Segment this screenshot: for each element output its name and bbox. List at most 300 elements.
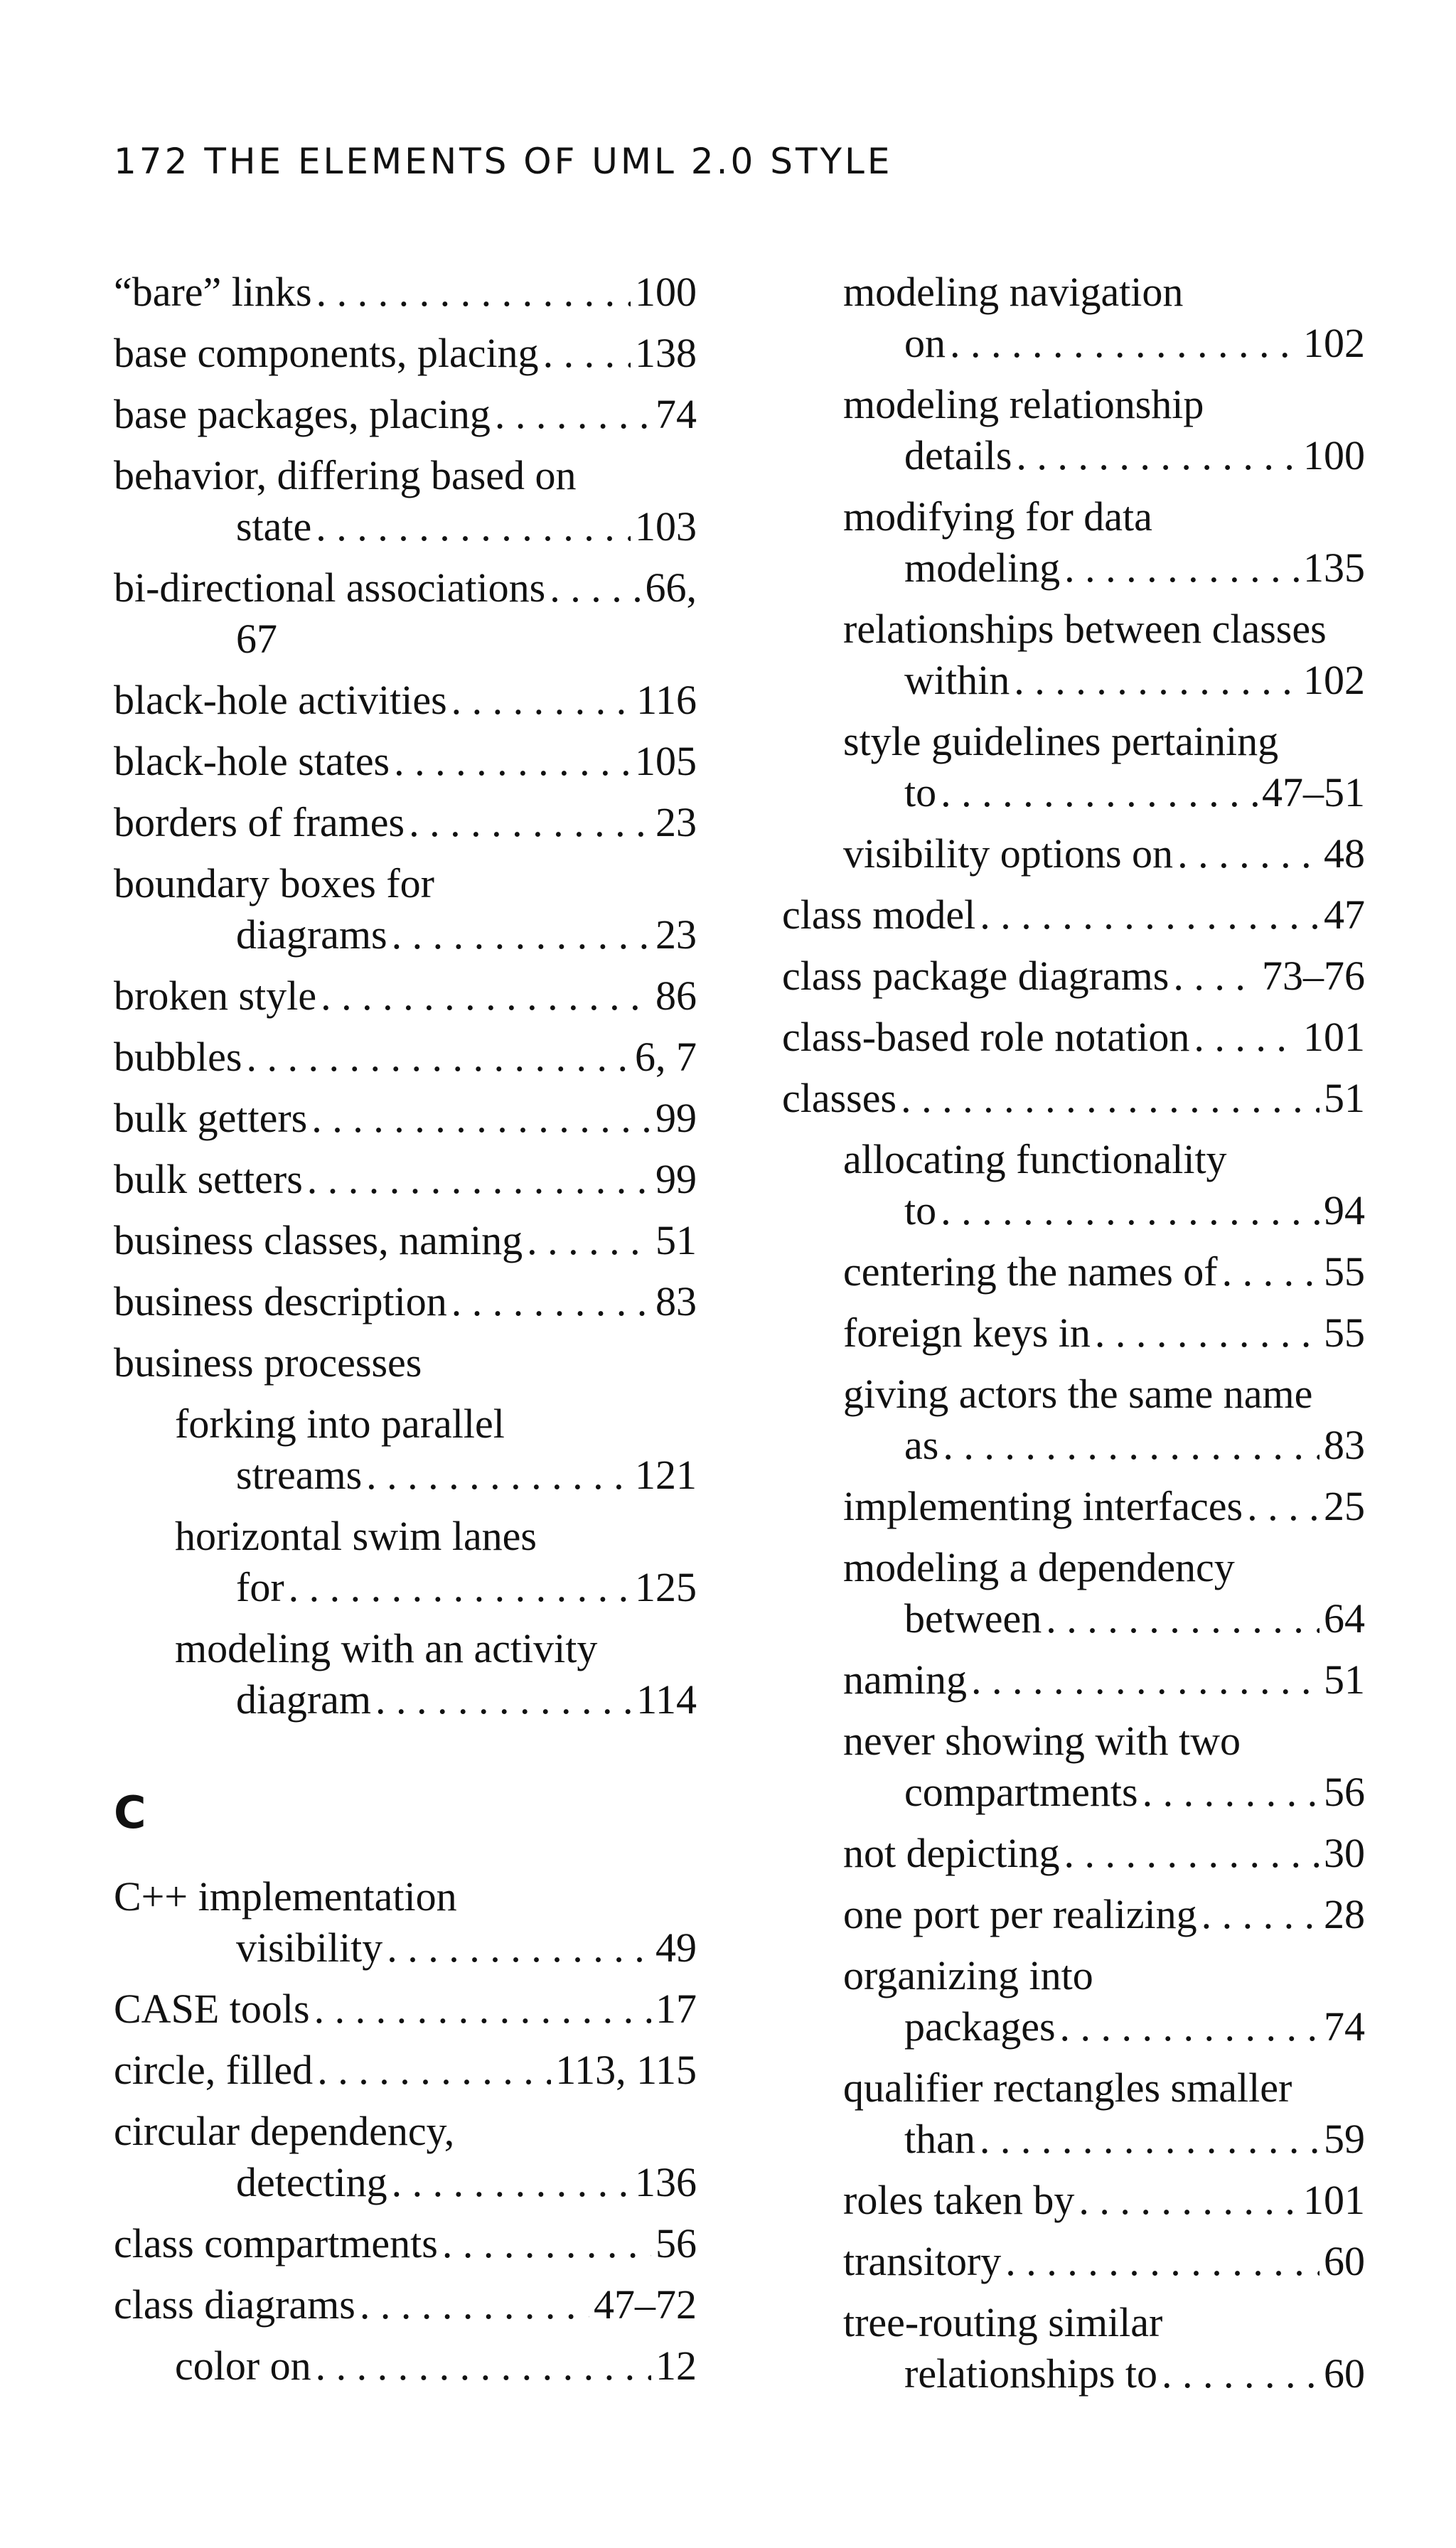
index-entry: [114, 2106, 697, 2208]
entry-line: [114, 1984, 697, 2035]
index-column-right: [782, 267, 1365, 2409]
dot-leader: [543, 328, 631, 379]
entry-term: circular dependency,: [114, 2108, 455, 2154]
entry-term: business classes, naming: [114, 1217, 523, 1263]
page-number: 100: [635, 269, 697, 315]
entry-term: naming: [843, 1656, 967, 1703]
entry-term: relationships between classes: [843, 606, 1327, 652]
entry-line: [114, 2045, 697, 2096]
entry-line-continued: [175, 1450, 697, 1501]
entry-line: [843, 491, 1365, 542]
page-number: 60: [1324, 2238, 1365, 2284]
page-number: 74: [655, 391, 697, 437]
dot-leader: [451, 1276, 651, 1327]
entry-term: classes: [782, 1075, 897, 1121]
dot-leader: [360, 2279, 589, 2330]
entry-line: [843, 2236, 1365, 2287]
entry-term: class package diagrams: [782, 953, 1169, 999]
dot-leader: [1064, 1828, 1320, 1879]
entry-term: visibility options on: [843, 830, 1174, 877]
dot-leader: [289, 1562, 631, 1613]
page-number: 17: [655, 1986, 697, 2032]
page-number: 86: [655, 973, 697, 1019]
entry-term: bi-directional associations: [114, 564, 546, 611]
dot-leader: [316, 501, 631, 552]
entry-term: foreign keys in: [843, 1310, 1091, 1356]
entry-term: “bare” links: [114, 269, 312, 315]
dot-leader: [1142, 1767, 1320, 1818]
index-entry: [782, 889, 1365, 941]
page-number: 51: [1324, 1075, 1365, 1121]
page-number: 100: [1303, 432, 1365, 478]
dot-leader: [980, 2114, 1320, 2165]
entry-line: [843, 716, 1365, 767]
page-number: 25: [1324, 1483, 1365, 1529]
entry-line: [114, 1871, 697, 1922]
index-entry: [114, 1623, 697, 1725]
entry-term: color on: [175, 2343, 311, 2389]
page-number: 113, 115: [555, 2047, 697, 2093]
index-entry: [782, 716, 1365, 818]
page-number: 73–76: [1262, 953, 1365, 999]
index-entry: [114, 2279, 697, 2330]
entry-line: [843, 1828, 1365, 1879]
page-number: 103: [635, 503, 697, 550]
entry-line: [175, 1511, 697, 1562]
entry-term-continued: details: [904, 432, 1012, 478]
index-entry: [782, 1828, 1365, 1879]
entry-line-continued: [843, 318, 1365, 369]
entry-line: [843, 1889, 1365, 1940]
entry-term: style guidelines pertaining: [843, 718, 1279, 764]
index-entry: [114, 1871, 697, 1974]
entry-term-continued: streams: [236, 1452, 363, 1498]
entry-term: modeling relationship: [843, 381, 1204, 427]
entry-line: [782, 1073, 1365, 1124]
index-entry: [782, 1307, 1365, 1359]
entry-line: [782, 889, 1365, 941]
dot-leader: [316, 267, 631, 318]
entry-line-continued: [114, 1922, 697, 1974]
index-entry: [782, 1012, 1365, 1063]
entry-term: boundary boxes for: [114, 860, 435, 906]
index-column-left: [114, 267, 697, 2402]
entry-line: [114, 450, 697, 501]
entry-term: modeling with an activity: [175, 1625, 598, 1671]
index-entry: [782, 1073, 1365, 1124]
index-entry: [782, 1715, 1365, 1818]
dot-leader: [392, 2157, 631, 2208]
entry-line: [843, 1950, 1365, 2001]
page-number: 101: [1303, 1014, 1365, 1060]
entry-term: circle, filled: [114, 2047, 314, 2093]
entry-term: bulk getters: [114, 1095, 308, 1141]
entry-line-continued: [114, 2157, 697, 2208]
entry-line-continued: [843, 767, 1365, 818]
entry-term: horizontal swim lanes: [175, 1513, 537, 1559]
entry-line: [114, 1215, 697, 1266]
entries-business-processes-sub: [114, 1398, 697, 1725]
index-entry: [114, 389, 697, 440]
page-number: 135: [1303, 545, 1365, 591]
dot-leader: [442, 2218, 651, 2269]
entry-line-continued: [843, 542, 1365, 594]
entry-term-continued: to: [904, 1187, 937, 1233]
page-number: 102: [1303, 320, 1365, 366]
entry-line-continued: [843, 2348, 1365, 2399]
entry-line: [114, 970, 697, 1022]
entry-line: [114, 562, 697, 614]
entry-term: bulk setters: [114, 1156, 303, 1202]
page-number: 56: [1324, 1769, 1365, 1815]
index-entry: [114, 675, 697, 726]
entry-line: [175, 1398, 697, 1450]
dot-leader: [321, 970, 651, 1022]
entries-class-diagrams-sub: [114, 2340, 697, 2392]
entry-line: [114, 2279, 697, 2330]
page-number: 114: [636, 1676, 697, 1723]
entries-class-diagrams-sub-cont: [782, 267, 1365, 879]
page-number: 49: [655, 1925, 697, 1971]
index-entry: [782, 2062, 1365, 2165]
entry-line: [843, 2175, 1365, 2226]
entry-term: qualifier rectangles smaller: [843, 2065, 1292, 2111]
index-entry: [114, 1093, 697, 1144]
page-number: 116: [636, 677, 697, 723]
page-number: 12: [655, 2343, 697, 2389]
entries-c: [114, 1871, 697, 2330]
dot-leader: [971, 1654, 1320, 1706]
page-number: 83: [655, 1278, 697, 1324]
dot-leader: [1177, 828, 1320, 879]
dot-leader: [387, 1922, 651, 1974]
entry-term: class-based role notation: [782, 1014, 1190, 1060]
entry-term-continued: diagrams: [236, 911, 387, 958]
entry-term: implementing interfaces: [843, 1483, 1243, 1529]
entry-line: [114, 1093, 697, 1144]
index-entry: [114, 970, 697, 1022]
entry-term: forking into parallel: [175, 1401, 505, 1447]
entry-line: [843, 267, 1365, 318]
entry-term: behavior, differing based on: [114, 452, 577, 498]
index-entry: [782, 1134, 1365, 1236]
index-entry: [114, 1032, 697, 1083]
entry-term: class compartments: [114, 2220, 438, 2266]
page-number: 55: [1324, 1310, 1365, 1356]
page-number: 23: [655, 911, 697, 958]
dot-leader: [375, 1674, 632, 1725]
index-entry: [114, 267, 697, 318]
page-number: 74: [1324, 2003, 1365, 2050]
entry-line-continued: [843, 1593, 1365, 1644]
entries-class: [782, 889, 1365, 1124]
index-entry: [782, 951, 1365, 1002]
entry-term: black-hole states: [114, 738, 390, 784]
entry-line: [114, 328, 697, 379]
dot-leader: [366, 1450, 631, 1501]
index-entry: [782, 1481, 1365, 1532]
entry-term-continued: packages: [904, 2003, 1056, 2050]
entry-term-continued: on: [904, 320, 946, 366]
dot-leader: [943, 1420, 1320, 1471]
entry-line-continued: [175, 1674, 697, 1725]
section-letter-c: C: [114, 1787, 146, 1838]
dot-leader: [1016, 430, 1299, 481]
dot-leader: [1194, 1012, 1299, 1063]
index-entry: [782, 267, 1365, 369]
entry-term: business description: [114, 1278, 447, 1324]
dot-leader: [1078, 2175, 1299, 2226]
entry-term: black-hole activities: [114, 677, 447, 723]
index-entry: [114, 1154, 697, 1205]
dot-leader: [950, 318, 1299, 369]
index-entry: [782, 379, 1365, 481]
entry-line-continued: [843, 1420, 1365, 1471]
dot-leader: [495, 389, 651, 440]
entry-line: [114, 2218, 697, 2269]
dot-leader: [1060, 2001, 1320, 2052]
dot-leader: [1046, 1593, 1320, 1644]
entry-term-continued: modeling: [904, 545, 1061, 591]
index-entry: [114, 736, 697, 787]
running-header: 172 THE ELEMENTS OF UML 2.0 STYLE: [114, 141, 893, 182]
entry-term: modifying for data: [843, 493, 1152, 540]
index-entry: [114, 1511, 697, 1613]
page-number: 121: [635, 1452, 697, 1498]
index-entry: [782, 1369, 1365, 1471]
entry-term: CASE tools: [114, 1986, 310, 2032]
entry-term-continued: for: [236, 1564, 284, 1610]
dot-leader: [1095, 1307, 1320, 1359]
entry-line-continued: [114, 501, 697, 552]
entry-line: [782, 951, 1365, 1002]
entry-term: C++ implementation: [114, 1873, 457, 1920]
entry-line-continued: [114, 909, 697, 960]
entry-line: [175, 2340, 697, 2392]
entry-term: giving actors the same name: [843, 1371, 1313, 1417]
page-number: 101: [1303, 2177, 1365, 2223]
entry-line-continued: [843, 2001, 1365, 2052]
entry-line: [843, 1542, 1365, 1593]
index-entry: [782, 1889, 1365, 1940]
page-number: 51: [655, 1217, 697, 1263]
dot-leader: [409, 797, 651, 848]
index-entry: [782, 1542, 1365, 1644]
index-entry: [782, 2297, 1365, 2399]
entry-term-continued: relationships to: [904, 2350, 1158, 2397]
entry-line: [843, 2297, 1365, 2348]
dot-leader: [1064, 542, 1299, 594]
entry-line: [843, 1715, 1365, 1767]
entry-term: business processes: [114, 1339, 422, 1386]
entry-line: [114, 1276, 697, 1327]
entry-term: base components, placing: [114, 330, 539, 376]
dot-leader: [316, 2340, 651, 2392]
index-entry: [114, 858, 697, 960]
entry-term: modeling a dependency: [843, 1544, 1235, 1590]
page-number: 6, 7: [635, 1034, 697, 1080]
index-entry: [782, 2175, 1365, 2226]
dot-leader: [941, 1185, 1320, 1236]
entry-line: [843, 2062, 1365, 2114]
entry-term: transitory: [843, 2238, 1002, 2284]
index-entry: [114, 797, 697, 848]
dot-leader: [1173, 951, 1258, 1002]
dot-leader: [1005, 2236, 1320, 2287]
page-number: 56: [655, 2220, 697, 2266]
entry-line: [782, 1012, 1365, 1063]
index-entry: [114, 2045, 697, 2096]
dot-leader: [1201, 1889, 1320, 1940]
page-number: 55: [1324, 1248, 1365, 1295]
entries-b: [114, 267, 697, 1388]
entry-term: modeling navigation: [843, 269, 1184, 315]
page-number: 138: [635, 330, 697, 376]
index-entry: [114, 562, 697, 665]
page-number: 51: [1324, 1656, 1365, 1703]
index-entry: [782, 1246, 1365, 1297]
page-number: 99: [655, 1156, 697, 1202]
index-entry: [114, 1984, 697, 2035]
entry-term: not depicting: [843, 1830, 1060, 1876]
dot-leader: [901, 1073, 1320, 1124]
page-number-wrapped: 67: [236, 616, 277, 662]
index-entry: [114, 1215, 697, 1266]
entry-line: [843, 828, 1365, 879]
page-number: 47–51: [1262, 769, 1365, 815]
dot-leader: [314, 1984, 651, 2035]
dot-leader: [527, 1215, 651, 1266]
entry-term: tree-routing similar: [843, 2299, 1163, 2345]
entry-line-continued: [843, 1767, 1365, 1818]
entries-classes-sub: [782, 1134, 1365, 2399]
page-number: 23: [655, 799, 697, 845]
entry-term-continued: than: [904, 2116, 975, 2162]
entry-term-continued: between: [904, 1595, 1042, 1642]
entry-term-continued: to: [904, 769, 937, 815]
entry-line: [843, 1481, 1365, 1532]
entry-line-continued: [843, 430, 1365, 481]
entry-line-continued: [843, 655, 1365, 706]
entry-term-continued: visibility: [236, 1925, 383, 1971]
index-entry: [114, 328, 697, 379]
entry-term: bubbles: [114, 1034, 242, 1080]
entry-term: never showing with two: [843, 1718, 1241, 1764]
dot-leader: [980, 889, 1320, 941]
entry-line: [843, 1654, 1365, 1706]
dot-leader: [1014, 655, 1299, 706]
entry-term-continued: as: [904, 1422, 939, 1468]
index-entry: [114, 450, 697, 552]
index-entry: [114, 1398, 697, 1501]
entry-term-continued: within: [904, 657, 1010, 703]
entry-line: [843, 1307, 1365, 1359]
page-number: 47–72: [594, 2281, 697, 2328]
entry-line: [175, 1623, 697, 1674]
page-number: 66,: [645, 564, 697, 611]
index-entry: [782, 604, 1365, 706]
dot-leader: [550, 562, 641, 614]
entry-term: allocating functionality: [843, 1136, 1227, 1182]
entry-term: organizing into: [843, 1952, 1093, 1998]
entry-line: [843, 1246, 1365, 1297]
entry-term: borders of frames: [114, 799, 405, 845]
entry-line: [114, 2106, 697, 2157]
entry-line: [114, 858, 697, 909]
entry-line: [114, 1337, 697, 1388]
page-number: 30: [1324, 1830, 1365, 1876]
entry-term: class model: [782, 892, 976, 938]
dot-leader: [311, 1093, 651, 1144]
page-number: 28: [1324, 1891, 1365, 1937]
entry-line-continued: [843, 2114, 1365, 2165]
entry-line: [843, 379, 1365, 430]
dot-leader: [394, 736, 631, 787]
dot-leader: [941, 767, 1258, 818]
index-entry: [114, 1276, 697, 1327]
dot-leader: [451, 675, 632, 726]
entry-line: [843, 1134, 1365, 1185]
dot-leader: [392, 909, 651, 960]
index-entry: [782, 1654, 1365, 1706]
index-entry: [782, 2236, 1365, 2287]
entry-line: [114, 736, 697, 787]
page-number: 99: [655, 1095, 697, 1141]
entry-line: [114, 267, 697, 318]
page-number: 94: [1324, 1187, 1365, 1233]
index-entry: [114, 1337, 697, 1388]
page-number: 59: [1324, 2116, 1365, 2162]
entry-term-continued: diagram: [236, 1676, 372, 1723]
entry-term: centering the names of: [843, 1248, 1218, 1295]
page-number: 102: [1303, 657, 1365, 703]
index-entry: [114, 2218, 697, 2269]
page-number: 105: [635, 738, 697, 784]
entry-line-continued: [843, 1185, 1365, 1236]
dot-leader: [317, 2045, 551, 2096]
entry-line: [114, 1154, 697, 1205]
page-number: 125: [635, 1564, 697, 1610]
entry-term-continued: detecting: [236, 2159, 387, 2205]
dot-leader: [307, 1154, 651, 1205]
page-number: 83: [1324, 1422, 1365, 1468]
entry-line: [843, 1369, 1365, 1420]
page-number: 47: [1324, 892, 1365, 938]
entry-term: broken style: [114, 973, 317, 1019]
index-entry: [782, 828, 1365, 879]
entry-term-continued: state: [236, 503, 312, 550]
entry-term: base packages, placing: [114, 391, 491, 437]
page-number: 64: [1324, 1595, 1365, 1642]
entry-line-continued: [175, 1562, 697, 1613]
entry-term: roles taken by: [843, 2177, 1075, 2223]
index-entry: [782, 491, 1365, 594]
index-entry: [782, 1950, 1365, 2052]
page-number: 48: [1324, 830, 1365, 877]
dot-leader: [1162, 2348, 1320, 2399]
entry-line: [114, 389, 697, 440]
dot-leader: [1222, 1246, 1320, 1297]
entry-term: class diagrams: [114, 2281, 355, 2328]
dot-leader: [1247, 1481, 1320, 1532]
entry-line: [114, 675, 697, 726]
entry-term-continued: compartments: [904, 1769, 1138, 1815]
entry-line: [843, 604, 1365, 655]
entry-term: one port per realizing: [843, 1891, 1197, 1937]
page-number: 60: [1324, 2350, 1365, 2397]
entry-line: [114, 1032, 697, 1083]
dot-leader: [246, 1032, 631, 1083]
